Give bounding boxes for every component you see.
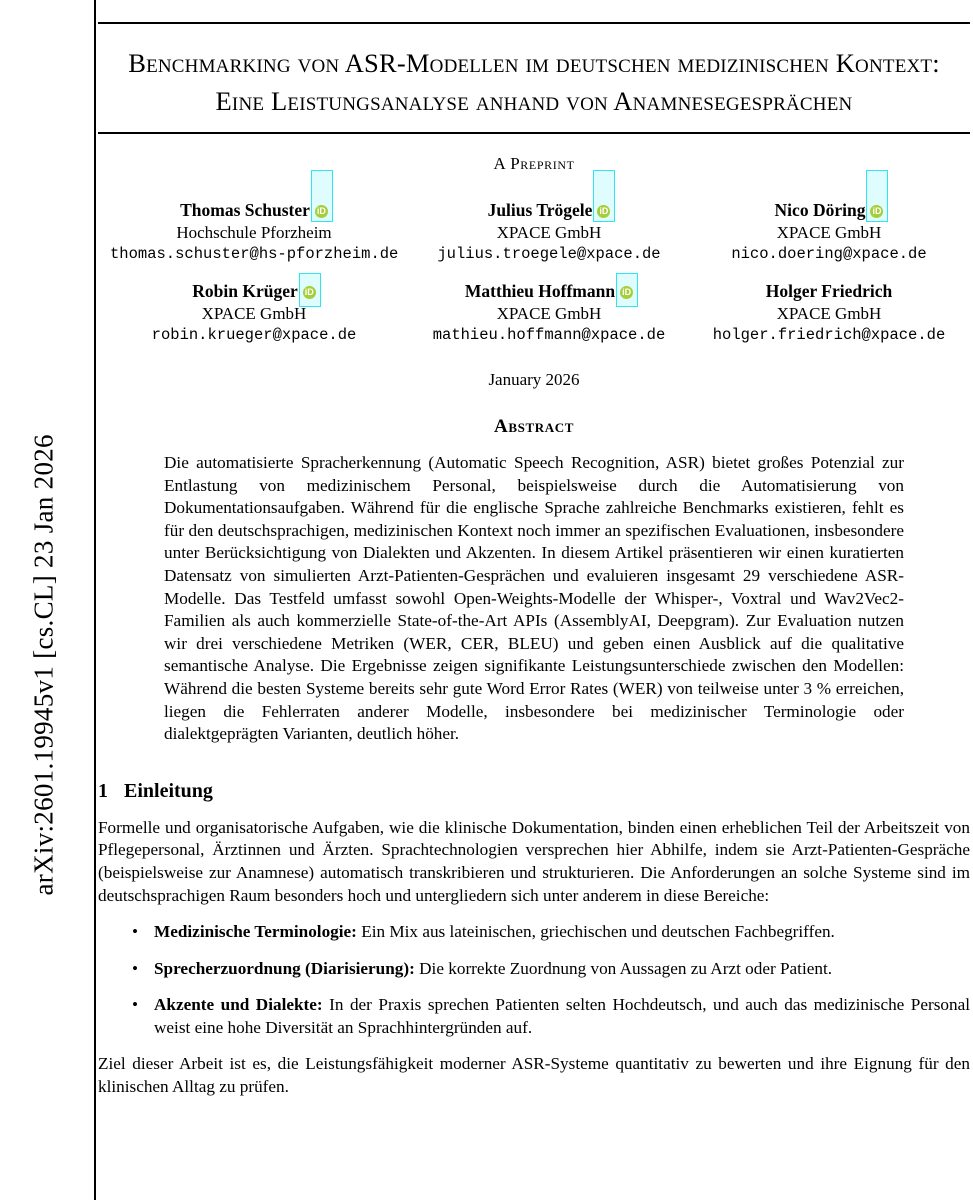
list-item-term: Sprecherzuordnung (Diarisierung):: [154, 958, 415, 978]
author-name-line: [110, 200, 398, 221]
author-entry: [104, 200, 404, 263]
author-row: [98, 281, 970, 344]
list-item-text: Die korrekte Zuordnung von Aussagen zu Arzt oder Patient.: [414, 958, 833, 978]
author-name-line: [700, 281, 958, 302]
author-name: Thomas Schuster: [180, 200, 310, 220]
orcid-icon[interactable]: [303, 285, 316, 298]
page-title: Benchmarking von ASR-Modellen im deutschen medizinischen Kontext: Eine Leistungsanalyse anhand von Anamnesegesprächen: [128, 48, 940, 116]
author-affiliation: XPACE GmbH: [496, 304, 602, 323]
section-number: 1: [98, 779, 108, 802]
section-title: Einleitung: [124, 779, 213, 802]
author-entry: [694, 200, 964, 263]
author-email[interactable]: thomas.schuster@hs-pforzheim.de: [110, 245, 399, 263]
orcid-icon[interactable]: [597, 204, 610, 217]
orcid-icon[interactable]: [870, 204, 883, 217]
author-email[interactable]: nico.doering@xpace.de: [731, 245, 927, 263]
list-item: [154, 958, 970, 981]
author-email[interactable]: robin.krueger@xpace.de: [151, 326, 357, 344]
author-email[interactable]: julius.troegele@xpace.de: [437, 245, 661, 263]
abstract-heading: Abstract: [494, 416, 574, 437]
list-item-text: Ein Mix aus lateinischen, griechischen und deutschen Fachbegriffen.: [356, 922, 835, 942]
list-item-term: Medizinische Terminologie:: [154, 922, 357, 942]
preprint-label: A Preprint: [493, 154, 575, 173]
author-affiliation: Hochschule Pforzheim: [176, 223, 332, 242]
author-email[interactable]: mathieu.hoffmann@xpace.de: [432, 326, 666, 344]
title-rule-top: [98, 22, 970, 24]
author-affiliation: XPACE GmbH: [776, 223, 882, 242]
author-entry: [104, 281, 404, 344]
arxiv-stamp: [0, 0, 95, 1200]
author-email[interactable]: holger.friedrich@xpace.de: [712, 326, 946, 344]
title-rule-bottom: [98, 132, 970, 134]
author-entry: [404, 281, 694, 344]
paper-page: [95, 0, 973, 1200]
list-item-text: In der Praxis sprechen Patienten selten Hochdeutsch, und auch das medizinische Personal weist eine hohe Diversität an Sprachhintergründen auf.: [154, 995, 970, 1037]
list-item: [154, 921, 970, 944]
section-closing-paragraph: Ziel dieser Arbeit ist es, die Leistungsfähigkeit moderner ASR-Systeme quantitativ zu bewerten und ihre Eignung für den klinischen Alltag zu prüfen.: [98, 1054, 970, 1097]
section-paragraph: Formelle und organisatorische Aufgaben, wie die klinische Dokumentation, binden einen erheblichen Teil der Arbeitszeit von Pflegepersonal, Ärztinnen und Ärzten. Sprachtechnologien versprechen hier Abhilfe, indem sie Arzt-Patienten-Gespräche (beispielsweise zur Anamnese) automatisch transkribieren und strukturieren. Die Anforderungen an solche Systeme sind im deutschsprachigen Raum besonders hoch und untergliedern sich unter anderem in diese Bereiche:: [98, 817, 970, 905]
author-affiliation: XPACE GmbH: [201, 304, 307, 323]
author-block: [98, 200, 970, 344]
orcid-icon[interactable]: [315, 204, 328, 217]
bullet-list: [98, 921, 970, 1039]
abstract-text: Die automatisierte Spracherkennung (Automatic Speech Recognition, ASR) bietet großes Potenzial zur Entlastung von medizinischem Personal, beispielsweise durch die Automatisierung von Dokumentationsaufgaben. Während für die englische Sprache zahlreiche Benchmarks existieren, fehlt es für den deutschsprachigen, medizinischen Kontext noch immer an spezifischen Evaluationen, insbesondere unter Berücksichtigung von Dialekten und Akzenten. In diesem Artikel präsentieren wir einen kuratierten Datensatz von simulierten Arzt-Patienten-Gesprächen und evaluieren insgesamt 29 verschiedene ASR-Modelle. Das Testfeld umfasst sowohl Open-Weights-Modelle der Whisper-, Voxtral und Wav2Vec2-Familien als auch kommerzielle State-of-the-Art APIs (AssemblyAI, Deepgram). Zur Evaluation nutzen wir drei verschiedene Metriken (WER, CER, BLEU) und geben einen Ausblick auf die qualitative semantische Analyse. Die Ergebnisse zeigen signifikante Leistungsunterschiede zwischen den Modellen: Während die besten Systeme bereits sehr gute Word Error Rates (WER) von teilweise unter 3 % erreichen, liegen die Fehlerraten anderer Modelle, insbesondere bei medizinischer Terminologie oder dialektgeprägten Varianten, deutlich höher.: [164, 453, 904, 744]
paper-content: [98, 22, 970, 1099]
author-name-line: [410, 200, 688, 221]
author-name: Matthieu Hoffmann: [464, 281, 616, 301]
author-name-line: [110, 281, 398, 302]
author-name: Holger Friedrich: [765, 281, 893, 301]
arxiv-stamp-text: arXiv:2601.19945v1 [cs.CL] 23 Jan 2026: [28, 434, 59, 896]
author-affiliation: XPACE GmbH: [776, 304, 882, 323]
author-name: Robin Krüger: [192, 281, 298, 301]
author-affiliation: XPACE GmbH: [496, 223, 602, 242]
list-item-term: Akzente und Dialekte:: [154, 995, 323, 1015]
author-row: [98, 200, 970, 263]
section-heading: [98, 780, 970, 803]
author-name: Nico Döring: [774, 200, 866, 220]
author-name-line: [410, 281, 688, 302]
list-item: [154, 994, 970, 1039]
orcid-icon[interactable]: [620, 285, 633, 298]
author-entry: [404, 200, 694, 263]
author-name: Julius Trögele: [487, 200, 593, 220]
publication-date: January 2026: [488, 370, 580, 389]
author-entry: [694, 281, 964, 344]
author-name-line: [700, 200, 958, 221]
